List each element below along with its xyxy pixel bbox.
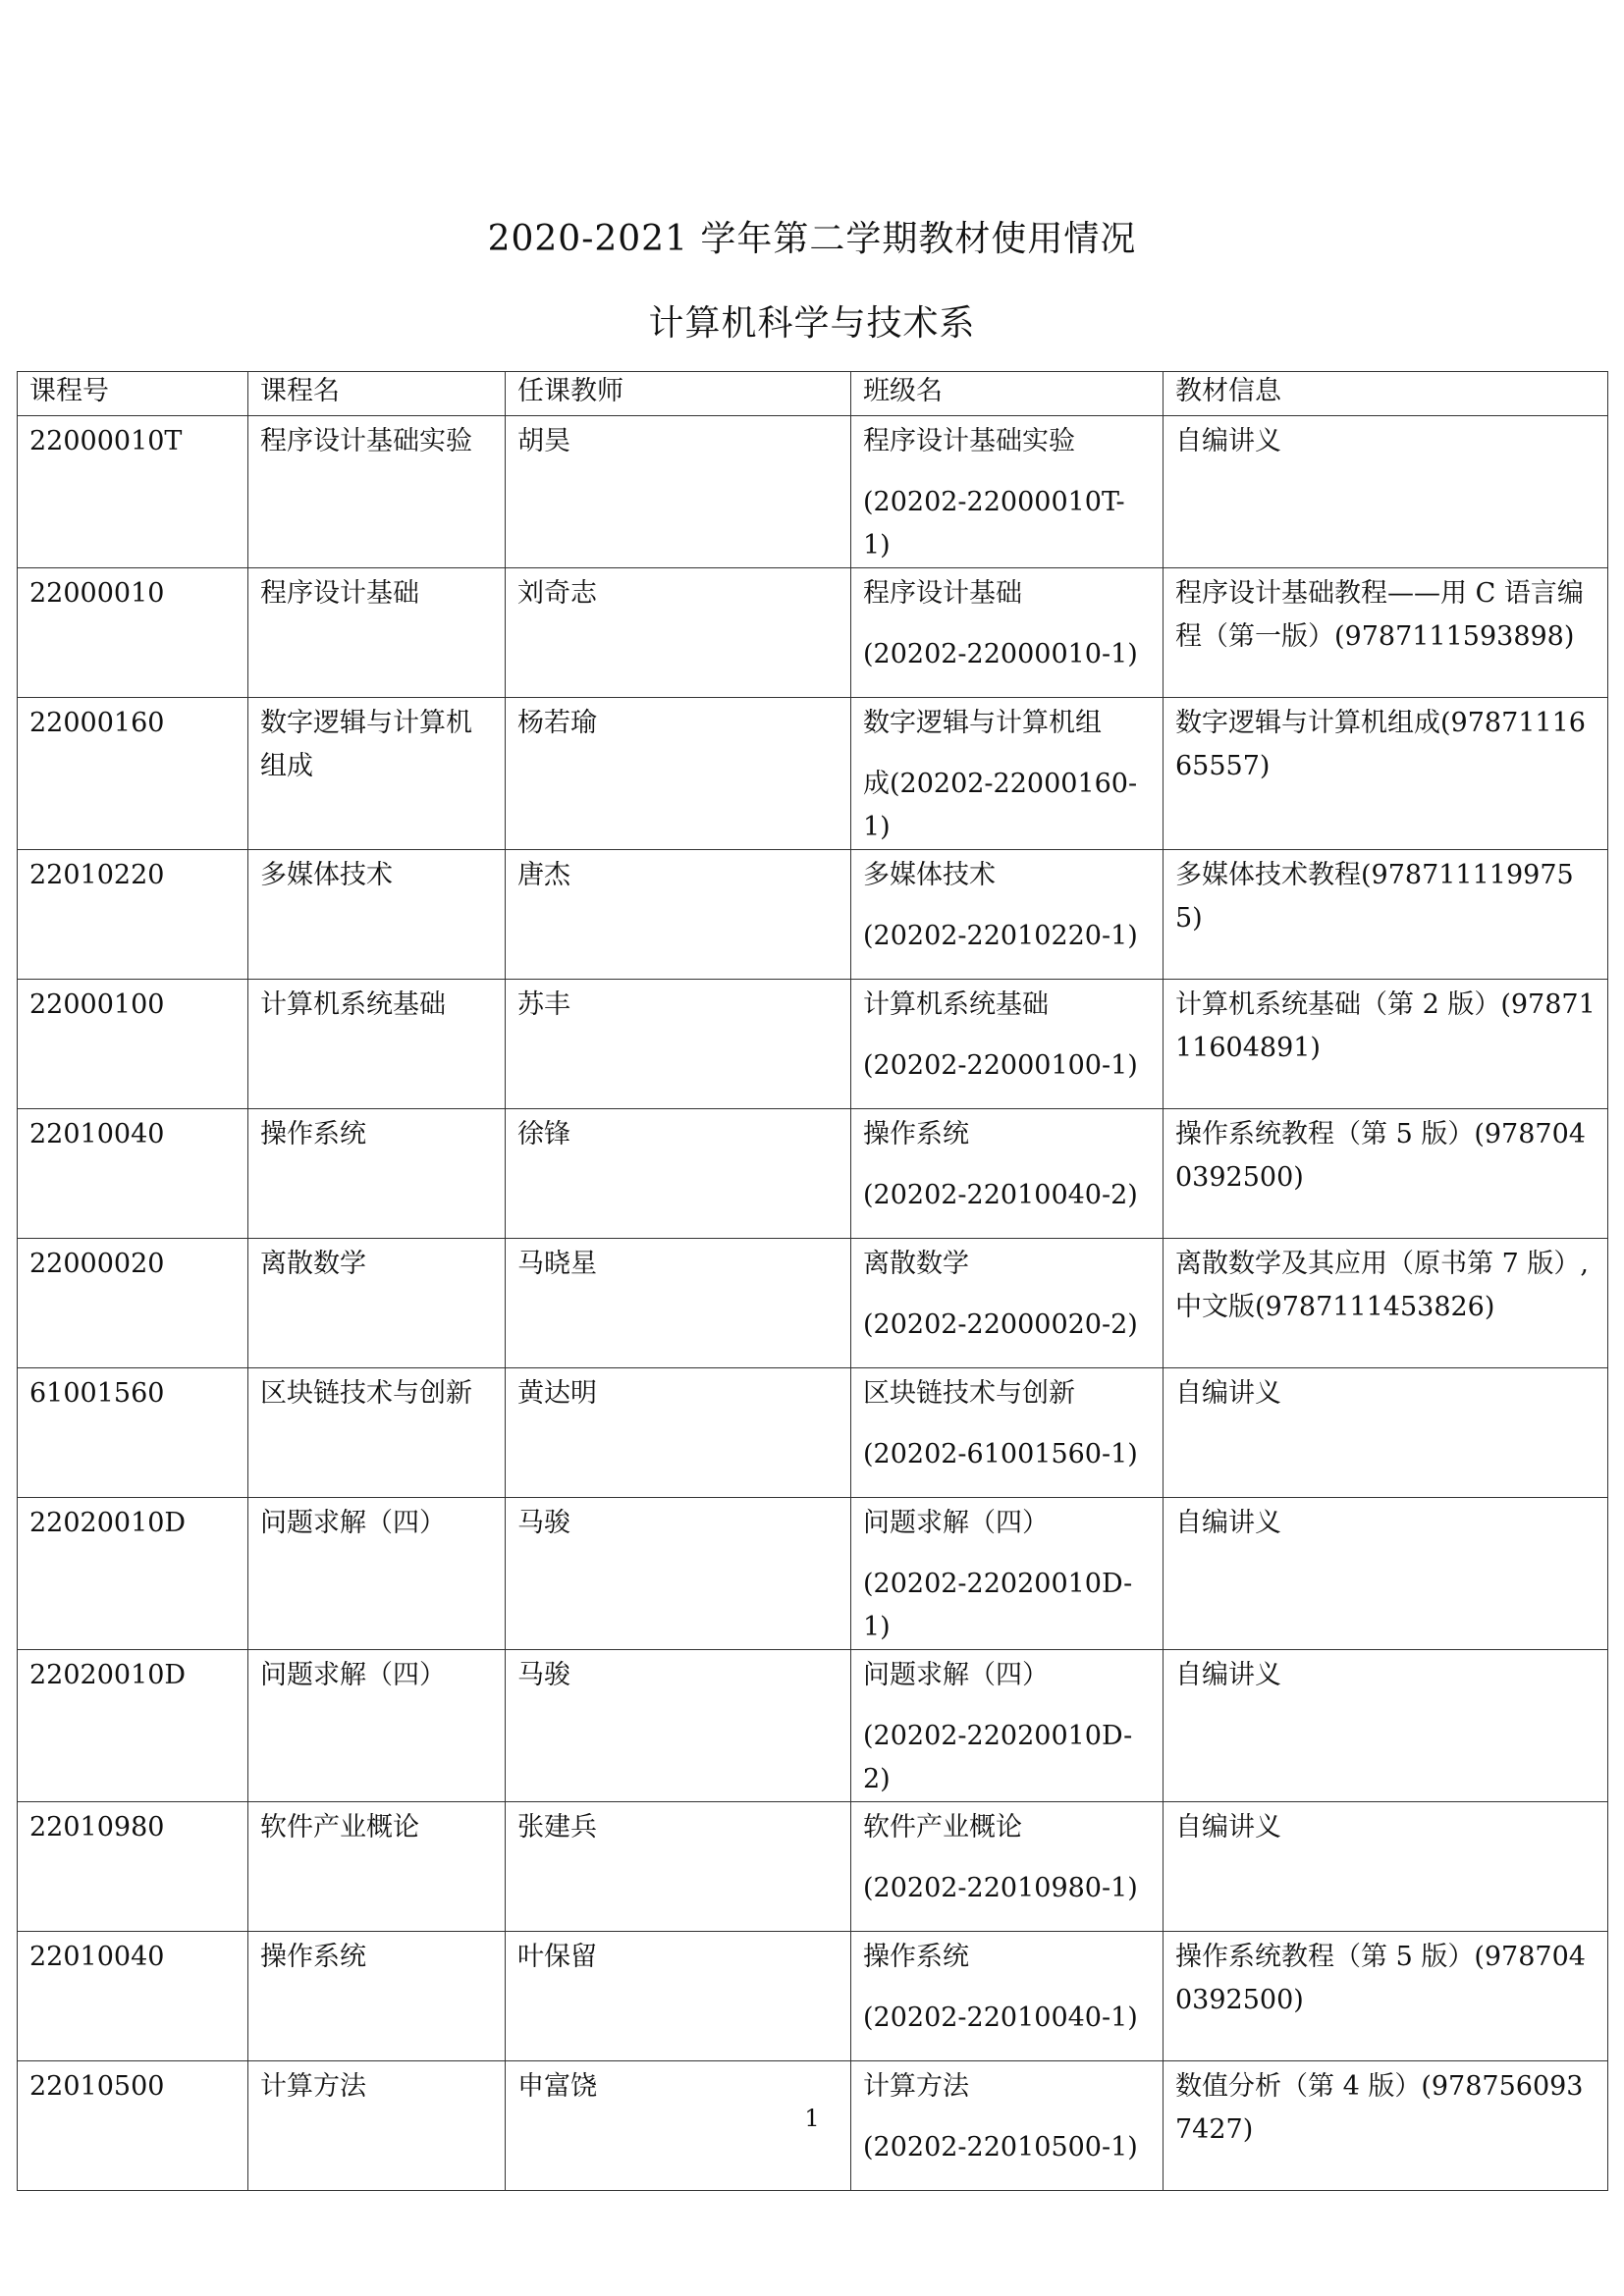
- class-name-text: 软件产业概论: [863, 1812, 1022, 1842]
- course-code-cell: 22000020: [18, 1239, 248, 1368]
- course-name-cell: 问题求解（四）: [248, 1498, 506, 1650]
- course-code-cell: 22000010T: [18, 416, 248, 568]
- class-name-text: 数字逻辑与计算机组: [863, 708, 1102, 738]
- table-row: [18, 850, 1608, 980]
- class-code-text: (20202-22010980-1): [863, 1873, 1138, 1903]
- page-number: 1: [804, 2105, 820, 2132]
- class-name-cell: [851, 1368, 1164, 1498]
- teacher-cell: 刘奇志: [506, 568, 851, 698]
- class-name-text: 程序设计基础实验: [863, 426, 1075, 456]
- class-name-text: 程序设计基础: [863, 578, 1022, 609]
- course-name-cell: 操作系统: [248, 1932, 506, 2061]
- class-name-text: 区块链技术与创新: [863, 1378, 1075, 1409]
- class-code-text: 成(20202-22000160-1): [863, 769, 1138, 842]
- class-code-text: (20202-61001560-1): [863, 1439, 1138, 1469]
- textbook-info-cell: 数字逻辑与计算机组成(9787111665557): [1164, 698, 1608, 850]
- table-row: [18, 1368, 1608, 1498]
- class-name-cell: [851, 1802, 1164, 1932]
- course-name-cell: 离散数学: [248, 1239, 506, 1368]
- teacher-cell: 胡昊: [506, 416, 851, 568]
- table-header-row: [18, 372, 1608, 416]
- textbook-info-cell: 自编讲义: [1164, 416, 1608, 568]
- class-name-cell: [851, 1932, 1164, 2061]
- page-title: 2020-2021 学年第二学期教材使用情况: [487, 219, 1137, 259]
- class-name-text: 操作系统: [863, 1119, 969, 1149]
- table-row: [18, 1239, 1608, 1368]
- header-class-name: 班级名: [851, 372, 1164, 416]
- course-name-cell: 问题求解（四）: [248, 1650, 506, 1802]
- course-code-cell: 61001560: [18, 1368, 248, 1498]
- header-textbook-info: 教材信息: [1164, 372, 1608, 416]
- course-name-cell: 程序设计基础实验: [248, 416, 506, 568]
- course-code-cell: 22010040: [18, 1932, 248, 2061]
- course-name-cell: 软件产业概论: [248, 1802, 506, 1932]
- class-code-text: (20202-22020010D-1): [863, 1569, 1133, 1642]
- course-name-cell: 区块链技术与创新: [248, 1368, 506, 1498]
- class-code-text: (20202-22010220-1): [863, 921, 1138, 951]
- teacher-cell: 张建兵: [506, 1802, 851, 1932]
- teacher-cell: 徐锋: [506, 1109, 851, 1239]
- textbook-table: [17, 371, 1608, 2191]
- textbook-info-cell: 离散数学及其应用（原书第 7 版）,中文版(9787111453826): [1164, 1239, 1608, 1368]
- course-name-cell: 多媒体技术: [248, 850, 506, 980]
- table-row: [18, 1498, 1608, 1650]
- course-code-cell: 22000160: [18, 698, 248, 850]
- class-code-text: (20202-22010040-1): [863, 2002, 1138, 2033]
- course-code-cell: 22010220: [18, 850, 248, 980]
- course-code-cell: 22010040: [18, 1109, 248, 1239]
- course-code-cell: 22000010: [18, 568, 248, 698]
- course-code-cell: 22000100: [18, 980, 248, 1109]
- teacher-cell: 唐杰: [506, 850, 851, 980]
- course-name-cell: 计算方法: [248, 2061, 506, 2191]
- header-course-name: 课程名: [248, 372, 506, 416]
- teacher-cell: 申富饶: [506, 2061, 851, 2191]
- textbook-info-cell: 数值分析（第 4 版）(9787560937427): [1164, 2061, 1608, 2191]
- header-teacher: 任课教师: [506, 372, 851, 416]
- class-name-cell: [851, 1239, 1164, 1368]
- class-name-text: 操作系统: [863, 1942, 969, 1972]
- class-code-text: (20202-22010500-1): [863, 2132, 1138, 2163]
- course-name-cell: 数字逻辑与计算机组成: [248, 698, 506, 850]
- class-code-text: (20202-22000020-2): [863, 1309, 1138, 1340]
- course-name-cell: 程序设计基础: [248, 568, 506, 698]
- textbook-info-cell: 自编讲义: [1164, 1650, 1608, 1802]
- header-course-code: 课程号: [18, 372, 248, 416]
- table-row: [18, 1109, 1608, 1239]
- textbook-info-cell: 自编讲义: [1164, 1368, 1608, 1498]
- class-name-text: 多媒体技术: [863, 860, 996, 890]
- teacher-cell: 苏丰: [506, 980, 851, 1109]
- class-name-text: 离散数学: [863, 1249, 969, 1279]
- class-name-text: 问题求解（四）: [863, 1660, 1049, 1690]
- table-row: [18, 1802, 1608, 1932]
- teacher-cell: 马晓星: [506, 1239, 851, 1368]
- table-row: [18, 698, 1608, 850]
- textbook-info-cell: 多媒体技术教程(9787111199755): [1164, 850, 1608, 980]
- table-row: [18, 1650, 1608, 1802]
- class-code-text: (20202-22020010D-2): [863, 1721, 1133, 1794]
- textbook-info-cell: 自编讲义: [1164, 1802, 1608, 1932]
- course-name-cell: 计算机系统基础: [248, 980, 506, 1109]
- class-name-cell: [851, 1650, 1164, 1802]
- course-code-cell: 22010980: [18, 1802, 248, 1932]
- course-code-cell: 22010500: [18, 2061, 248, 2191]
- teacher-cell: 马骏: [506, 1650, 851, 1802]
- class-name-text: 计算方法: [863, 2071, 969, 2102]
- course-code-cell: 22020010D: [18, 1650, 248, 1802]
- teacher-cell: 杨若瑜: [506, 698, 851, 850]
- class-code-text: (20202-22000010-1): [863, 639, 1138, 669]
- course-name-cell: 操作系统: [248, 1109, 506, 1239]
- class-name-text: 计算机系统基础: [863, 989, 1049, 1020]
- textbook-info-cell: 自编讲义: [1164, 1498, 1608, 1650]
- course-code-cell: 22020010D: [18, 1498, 248, 1650]
- class-name-text: 问题求解（四）: [863, 1508, 1049, 1538]
- table-row: [18, 980, 1608, 1109]
- class-name-cell: [851, 1109, 1164, 1239]
- table-row: [18, 568, 1608, 698]
- table-row: [18, 1932, 1608, 2061]
- textbook-info-cell: 操作系统教程（第 5 版）(9787040392500): [1164, 1109, 1608, 1239]
- class-code-text: (20202-22000010T-1): [863, 487, 1125, 561]
- textbook-info-cell: 操作系统教程（第 5 版）(9787040392500): [1164, 1932, 1608, 2061]
- teacher-cell: 黄达明: [506, 1368, 851, 1498]
- textbook-info-cell: 程序设计基础教程——用 C 语言编程（第一版）(9787111593898): [1164, 568, 1608, 698]
- class-code-text: (20202-22010040-2): [863, 1180, 1138, 1210]
- teacher-cell: 马骏: [506, 1498, 851, 1650]
- teacher-cell: 叶保留: [506, 1932, 851, 2061]
- page-subtitle: 计算机科学与技术系: [648, 303, 976, 344]
- class-name-cell: [851, 568, 1164, 698]
- class-name-cell: [851, 416, 1164, 568]
- class-name-cell: [851, 698, 1164, 850]
- class-name-cell: [851, 1498, 1164, 1650]
- table-row: [18, 416, 1608, 568]
- textbook-info-cell: 计算机系统基础（第 2 版）(9787111604891): [1164, 980, 1608, 1109]
- class-name-cell: [851, 850, 1164, 980]
- class-code-text: (20202-22000100-1): [863, 1050, 1138, 1081]
- class-name-cell: [851, 980, 1164, 1109]
- table-body: [18, 416, 1608, 2191]
